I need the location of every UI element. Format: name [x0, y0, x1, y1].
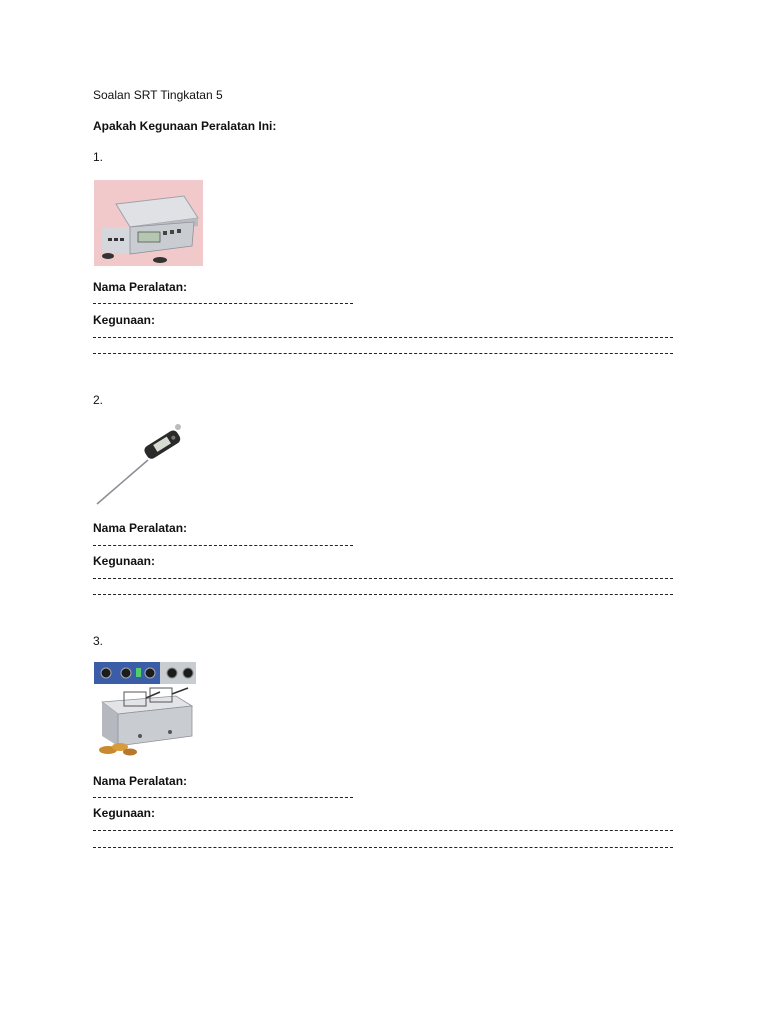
weighing-scale-image: [94, 180, 203, 266]
q1-use-label: Kegunaan:: [93, 313, 156, 327]
q3-use-label: Kegunaan:: [93, 806, 156, 820]
q3-name-answer-line[interactable]: [93, 797, 353, 798]
q1-name-answer-line[interactable]: [93, 303, 353, 304]
question-number-3: 3.: [93, 634, 104, 648]
thermometer-image: [94, 420, 186, 508]
question-number-2: 2.: [93, 393, 104, 407]
q1-name-label: Nama Peralatan:: [93, 280, 188, 294]
digital-weighing-scale-icon: [94, 180, 203, 266]
q1-use-answer-line-1[interactable]: [93, 337, 673, 338]
electric-deep-fryer-icon: [94, 662, 196, 758]
question-number-1: 1.: [93, 150, 104, 164]
q2-use-label: Kegunaan:: [93, 554, 156, 568]
q2-use-answer-line-1[interactable]: [93, 578, 673, 579]
q2-name-label: Nama Peralatan:: [93, 521, 188, 535]
q1-use-answer-line-2[interactable]: [93, 353, 673, 354]
q2-use-answer-line-2[interactable]: [93, 594, 673, 595]
q3-use-answer-line-1[interactable]: [93, 830, 673, 831]
q3-name-label: Nama Peralatan:: [93, 774, 188, 788]
document-title: Soalan SRT Tingkatan 5: [93, 88, 223, 102]
question-prompt: Apakah Kegunaan Peralatan Ini:: [93, 119, 277, 133]
probe-food-thermometer-icon: [94, 420, 186, 508]
q3-use-answer-line-2[interactable]: [93, 847, 673, 848]
q2-name-answer-line[interactable]: [93, 545, 353, 546]
deep-fryer-image: [94, 662, 196, 758]
